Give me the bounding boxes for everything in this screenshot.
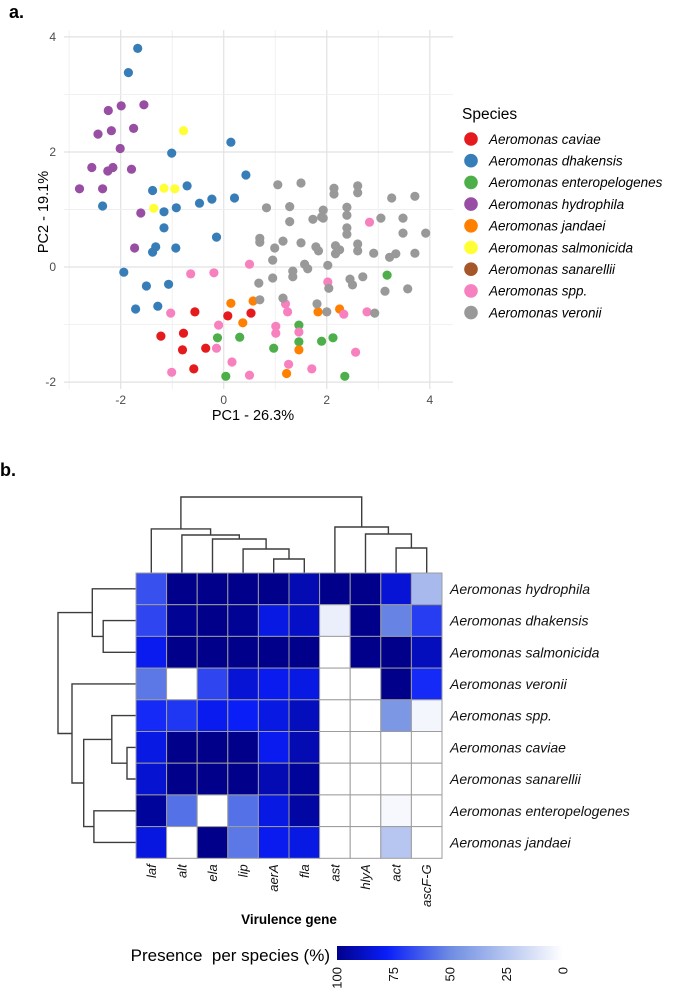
heatmap-cell bbox=[136, 827, 167, 859]
scatter-point bbox=[285, 217, 294, 226]
heatmap-cell bbox=[197, 827, 228, 859]
heatmap-cell bbox=[289, 763, 320, 795]
heatmap-cell bbox=[350, 668, 381, 700]
heatmap-cell bbox=[136, 763, 167, 795]
scatter-point bbox=[87, 163, 96, 172]
scatter-point bbox=[167, 149, 176, 158]
heatmap-cell bbox=[167, 732, 198, 764]
legend-swatch bbox=[464, 262, 478, 276]
scatter-point bbox=[296, 178, 305, 187]
colorbar-tick-label: 25 bbox=[499, 967, 514, 982]
heatmap-cell bbox=[258, 573, 289, 605]
heatmap-cell bbox=[136, 732, 167, 764]
heatmap-cell bbox=[411, 573, 442, 605]
scatter-point bbox=[421, 229, 430, 238]
scatter-point bbox=[131, 304, 140, 313]
scatter-point bbox=[308, 215, 317, 224]
scatter-point bbox=[212, 344, 221, 353]
legend-item-label: Aeromonas sanarellii bbox=[489, 262, 616, 277]
scatter-point bbox=[387, 193, 396, 202]
heatmap-cell bbox=[228, 827, 259, 859]
heatmap-cell bbox=[381, 605, 412, 637]
scatter-point bbox=[212, 233, 221, 242]
scatter-point bbox=[238, 318, 247, 327]
x-axis-title: PC1 - 26.3% bbox=[211, 408, 295, 424]
scatter-point bbox=[190, 307, 199, 316]
legend-item-label: Aeromonas dhakensis bbox=[489, 153, 623, 169]
scatter-point bbox=[294, 327, 303, 336]
heatmap-column-label: ascF-G bbox=[419, 864, 435, 907]
heatmap-column-label: fla bbox=[296, 864, 312, 879]
heatmap-cell bbox=[136, 700, 167, 732]
legend-item-label: Aeromonas spp. bbox=[489, 283, 588, 299]
heatmap-cell bbox=[136, 795, 167, 827]
scatter-point bbox=[221, 372, 230, 381]
legend-swatch bbox=[464, 154, 478, 168]
scatter-point bbox=[179, 126, 188, 135]
scatter-point bbox=[270, 243, 279, 252]
scatter-point bbox=[307, 364, 316, 373]
scatter-point bbox=[328, 333, 337, 342]
scatter-point bbox=[226, 138, 235, 147]
colorbar-gradient bbox=[337, 946, 563, 960]
scatter-point bbox=[255, 238, 264, 247]
y-tick-label: -2 bbox=[45, 375, 56, 390]
heatmap-cell bbox=[197, 732, 228, 764]
heatmap-row-label: Aeromonas hydrophila bbox=[450, 580, 591, 597]
scatter-point bbox=[294, 337, 303, 346]
heatmap-cell bbox=[228, 573, 259, 605]
heatmap-cell bbox=[258, 827, 289, 859]
legend-swatch bbox=[464, 132, 478, 146]
heatmap-cell bbox=[167, 668, 198, 700]
heatmap-cell bbox=[258, 795, 289, 827]
heatmap-cell bbox=[350, 827, 381, 859]
scatter-point bbox=[370, 309, 379, 318]
heatmap-cell bbox=[136, 605, 167, 637]
scatter-point bbox=[130, 243, 139, 252]
scatter-point bbox=[167, 368, 176, 377]
heatmap-row-label: Aeromonas veronii bbox=[450, 675, 567, 692]
heatmap-column-label: aerA bbox=[266, 864, 282, 892]
heatmap-cell bbox=[228, 763, 259, 795]
heatmap-cell bbox=[258, 636, 289, 668]
colorbar-label: Presence per species (%) bbox=[130, 946, 330, 965]
scatter-point bbox=[230, 193, 239, 202]
scatter-point bbox=[153, 302, 162, 311]
heatmap-cell bbox=[197, 573, 228, 605]
scatter-point bbox=[148, 186, 157, 195]
scatter-point bbox=[369, 249, 378, 258]
heatmap-column-label: lip bbox=[235, 864, 251, 878]
colorbar-tick-label: 50 bbox=[442, 967, 458, 982]
heatmap-row-label: Aeromonas caviae bbox=[450, 739, 566, 756]
heatmap-cell bbox=[197, 700, 228, 732]
scatter-point bbox=[116, 144, 125, 153]
scatter-point bbox=[129, 124, 138, 133]
panel-a-label: a. bbox=[9, 2, 25, 22]
scatter-point bbox=[93, 130, 102, 139]
scatter-point bbox=[245, 260, 254, 269]
heatmap-cell bbox=[381, 827, 412, 859]
heatmap-cell bbox=[350, 605, 381, 637]
heatmap-cell bbox=[136, 636, 167, 668]
scatter-point bbox=[151, 242, 160, 251]
scatter-point bbox=[383, 271, 392, 280]
heatmap-cell bbox=[320, 668, 351, 700]
scatter-point bbox=[172, 203, 181, 212]
colorbar bbox=[330, 946, 571, 989]
legend-item-label: Aeromonas hydrophila bbox=[489, 196, 625, 212]
legend-swatch bbox=[464, 284, 478, 298]
heatmap-cell bbox=[350, 573, 381, 605]
heatmap-cell bbox=[320, 700, 351, 732]
scatter-point bbox=[282, 369, 291, 378]
heatmap-cell bbox=[197, 763, 228, 795]
heatmap-cell bbox=[320, 763, 351, 795]
heatmap-cell bbox=[381, 795, 412, 827]
scatter-point bbox=[398, 229, 407, 238]
legend-item-label: Aeromonas caviae bbox=[489, 131, 601, 147]
heatmap-cell bbox=[381, 763, 412, 795]
scatter-point bbox=[391, 249, 400, 258]
legend-swatch bbox=[464, 219, 478, 233]
scatter-point bbox=[340, 372, 349, 381]
heatmap-cell bbox=[197, 636, 228, 668]
scatter-point bbox=[296, 238, 305, 247]
heatmap-cell bbox=[289, 573, 320, 605]
species-legend bbox=[464, 132, 662, 321]
heatmap-cell bbox=[289, 827, 320, 859]
scatter-point bbox=[107, 126, 116, 135]
scatter-point bbox=[139, 100, 148, 109]
heatmap-cell bbox=[381, 732, 412, 764]
colorbar-tick-label: 0 bbox=[555, 967, 571, 975]
scatter-point bbox=[254, 279, 263, 288]
x-tick-label: 0 bbox=[220, 393, 228, 407]
heatmap-cell bbox=[258, 763, 289, 795]
scatter-point bbox=[380, 287, 389, 296]
heatmap-row-label: Aeromonas jandaei bbox=[450, 834, 571, 851]
legend-title: Species bbox=[462, 106, 518, 123]
scatter-point bbox=[246, 309, 255, 318]
scatter-point bbox=[214, 321, 223, 330]
scatter-point bbox=[75, 184, 84, 193]
heatmap-cell bbox=[228, 700, 259, 732]
column-dendrogram bbox=[151, 497, 426, 573]
scatter-point bbox=[171, 243, 180, 252]
scatter-point bbox=[342, 211, 351, 220]
scatter-point bbox=[183, 181, 192, 190]
scatter-point bbox=[227, 357, 236, 366]
scatter-point bbox=[278, 237, 287, 246]
heatmap-cell bbox=[289, 668, 320, 700]
heatmap-cell bbox=[350, 763, 381, 795]
scatter-point bbox=[269, 344, 278, 353]
panel-b-label: b. bbox=[0, 460, 16, 480]
colorbar-tick-label: 100 bbox=[329, 967, 345, 989]
scatter-point bbox=[127, 165, 136, 174]
heatmap-cell bbox=[289, 700, 320, 732]
scatter-point bbox=[104, 106, 113, 115]
heatmap-row-label: Aeromonas enteropelogenes bbox=[450, 802, 630, 819]
scatter-point bbox=[410, 192, 419, 201]
heatmap-row-label: Aeromonas spp. bbox=[450, 707, 552, 724]
y-axis-title: PC2 - 19.1% bbox=[36, 170, 52, 254]
heatmap-cell bbox=[350, 636, 381, 668]
scatter-point bbox=[351, 348, 360, 357]
heatmap-cell bbox=[228, 732, 259, 764]
heatmap-cell bbox=[411, 795, 442, 827]
heatmap-cell bbox=[228, 795, 259, 827]
scatter-point bbox=[186, 269, 195, 278]
heatmap-cell bbox=[167, 636, 198, 668]
scatter-point bbox=[207, 195, 216, 204]
heatmap-cell bbox=[381, 573, 412, 605]
heatmap-cell bbox=[411, 700, 442, 732]
heatmap-cell bbox=[289, 732, 320, 764]
scatter-point bbox=[403, 284, 412, 293]
heatmap-column-label: act bbox=[388, 864, 404, 882]
heatmap-cell bbox=[289, 605, 320, 637]
heatmap-column-label: hlyA bbox=[358, 864, 373, 890]
scatter-point bbox=[136, 208, 145, 217]
scatter-point bbox=[179, 329, 188, 338]
heatmap-cell bbox=[197, 668, 228, 700]
scatter-point bbox=[410, 249, 419, 258]
heatmap-column-label: laf bbox=[143, 864, 159, 879]
heatmap-cell bbox=[320, 636, 351, 668]
scatter-tick-labels bbox=[45, 30, 433, 407]
heatmap-cell bbox=[381, 636, 412, 668]
heatmap-cell bbox=[228, 636, 259, 668]
heatmap-cell bbox=[258, 668, 289, 700]
heatmap-cell bbox=[289, 795, 320, 827]
scatter-point bbox=[268, 273, 277, 282]
legend-swatch bbox=[464, 306, 478, 320]
heatmap-cell bbox=[320, 795, 351, 827]
scatter-point bbox=[159, 184, 168, 193]
scatter-point bbox=[159, 223, 168, 232]
scatter-point bbox=[358, 272, 367, 281]
scatter-point bbox=[235, 333, 244, 342]
scatter-point bbox=[149, 204, 158, 213]
heatmap-cell bbox=[258, 700, 289, 732]
heatmap-cell bbox=[320, 732, 351, 764]
heatmap-cell bbox=[167, 605, 198, 637]
heatmap-cell bbox=[320, 827, 351, 859]
scatter-point bbox=[314, 246, 323, 255]
heatmap-cell bbox=[411, 763, 442, 795]
row-dendrogram bbox=[58, 589, 136, 843]
heatmap-cell bbox=[350, 700, 381, 732]
scatter-point bbox=[313, 307, 322, 316]
heatmap-cell bbox=[289, 636, 320, 668]
x-tick-label: -2 bbox=[115, 393, 127, 407]
scatter-point bbox=[317, 212, 326, 221]
heatmap-cell bbox=[228, 668, 259, 700]
scatter-point bbox=[271, 329, 280, 338]
scatter-point bbox=[285, 202, 294, 211]
scatter-point bbox=[119, 268, 128, 277]
scatter-point bbox=[108, 163, 117, 172]
scatter-point bbox=[133, 44, 142, 53]
y-tick-label: 4 bbox=[49, 29, 56, 44]
scatter-point bbox=[170, 184, 179, 193]
scatter-point bbox=[331, 249, 340, 258]
heatmap-row-label: Aeromonas sanarellii bbox=[450, 771, 581, 788]
x-tick-label: 4 bbox=[426, 393, 434, 407]
scatter-point bbox=[195, 199, 204, 208]
scatter-point bbox=[365, 218, 374, 227]
heatmap-cell bbox=[411, 827, 442, 859]
legend-swatch bbox=[464, 197, 478, 211]
scatter-point bbox=[241, 170, 250, 179]
scatter-point bbox=[273, 180, 282, 189]
scatter-point bbox=[124, 68, 133, 77]
legend-item-label: Aeromonas jandaei bbox=[489, 218, 606, 234]
heatmap-cell bbox=[167, 827, 198, 859]
scatter-point bbox=[255, 295, 264, 304]
legend-item-label: Aeromonas salmonicida bbox=[489, 240, 634, 256]
heatmap-cell bbox=[411, 636, 442, 668]
heatmap-cell bbox=[228, 605, 259, 637]
heatmap-cell bbox=[381, 700, 412, 732]
heatmap-plot bbox=[0, 440, 685, 995]
scatter-point bbox=[317, 337, 326, 346]
scatter-point bbox=[226, 299, 235, 308]
scatter-point bbox=[213, 333, 222, 342]
heatmap-column-label: ast bbox=[327, 864, 343, 882]
heatmap-cell bbox=[258, 732, 289, 764]
scatter-point bbox=[398, 214, 407, 223]
scatter-point bbox=[159, 207, 168, 216]
heatmap-cells bbox=[136, 573, 442, 858]
scatter-point bbox=[294, 345, 303, 354]
scatter-gridlines bbox=[64, 30, 453, 389]
heatmap-column-label: ela bbox=[205, 864, 220, 882]
legend-item-label: Aeromonas veronii bbox=[489, 305, 602, 321]
scatter-point bbox=[283, 307, 292, 316]
scatter-point bbox=[312, 299, 321, 308]
x-tick-label: 2 bbox=[323, 393, 331, 407]
heatmap-cell bbox=[320, 573, 351, 605]
scatter-point bbox=[353, 246, 362, 255]
scatter-point bbox=[189, 364, 198, 373]
scatter-point bbox=[348, 280, 357, 289]
heatmap-cell bbox=[136, 668, 167, 700]
scatter-point bbox=[201, 344, 210, 353]
y-tick-label: 2 bbox=[49, 144, 56, 159]
heatmap-column-label: alt bbox=[174, 864, 190, 879]
legend-swatch bbox=[464, 176, 478, 190]
scatter-point bbox=[164, 280, 173, 289]
scatter-point bbox=[362, 307, 371, 316]
scatter-point bbox=[342, 230, 351, 239]
heatmap-row-label: Aeromonas dhakensis bbox=[450, 612, 589, 629]
scatter-point bbox=[166, 309, 175, 318]
pca-scatter-plot bbox=[0, 0, 685, 440]
colorbar-tick-label: 75 bbox=[386, 967, 401, 982]
scatter-point bbox=[339, 310, 348, 319]
heatmap-row-label: Aeromonas salmonicida bbox=[450, 644, 600, 661]
heatmap-cell bbox=[411, 732, 442, 764]
scatter-point bbox=[278, 294, 287, 303]
scatter-point bbox=[376, 214, 385, 223]
heatmap-cell bbox=[167, 573, 198, 605]
scatter-point bbox=[323, 261, 332, 270]
scatter-point bbox=[342, 203, 351, 212]
legend-item-label: Aeromonas enteropelogenes bbox=[489, 175, 663, 191]
heatmap-cell bbox=[320, 605, 351, 637]
scatter-point bbox=[178, 345, 187, 354]
scatter-point bbox=[353, 188, 362, 197]
scatter-point bbox=[142, 281, 151, 290]
scatter-point bbox=[209, 268, 218, 277]
heatmap-cell bbox=[258, 605, 289, 637]
scatter-point bbox=[223, 311, 232, 320]
scatter-point bbox=[268, 256, 277, 265]
heatmap-cell bbox=[197, 605, 228, 637]
scatter-point bbox=[284, 360, 293, 369]
heatmap-cell bbox=[350, 795, 381, 827]
scatter-point bbox=[288, 272, 297, 281]
heatmap-cell bbox=[167, 795, 198, 827]
scatter-point bbox=[262, 203, 271, 212]
heatmap-cell bbox=[411, 605, 442, 637]
heatmap-x-axis-title: Virulence gene bbox=[241, 912, 337, 927]
heatmap-cell bbox=[197, 795, 228, 827]
scatter-point bbox=[329, 189, 338, 198]
legend-swatch bbox=[464, 241, 478, 255]
heatmap-cell bbox=[411, 668, 442, 700]
heatmap-cell bbox=[381, 668, 412, 700]
scatter-point bbox=[117, 101, 126, 110]
scatter-point bbox=[322, 307, 331, 316]
scatter-point bbox=[245, 371, 254, 380]
scatter-point bbox=[98, 201, 107, 210]
scatter-point bbox=[324, 284, 333, 293]
heatmap-cell bbox=[167, 700, 198, 732]
scatter-point bbox=[303, 264, 312, 273]
scatter-point bbox=[98, 184, 107, 193]
y-tick-label: 0 bbox=[49, 260, 56, 275]
heatmap-cell bbox=[136, 573, 167, 605]
heatmap-cell bbox=[350, 732, 381, 764]
scatter-point bbox=[156, 332, 165, 341]
heatmap-cell bbox=[167, 763, 198, 795]
